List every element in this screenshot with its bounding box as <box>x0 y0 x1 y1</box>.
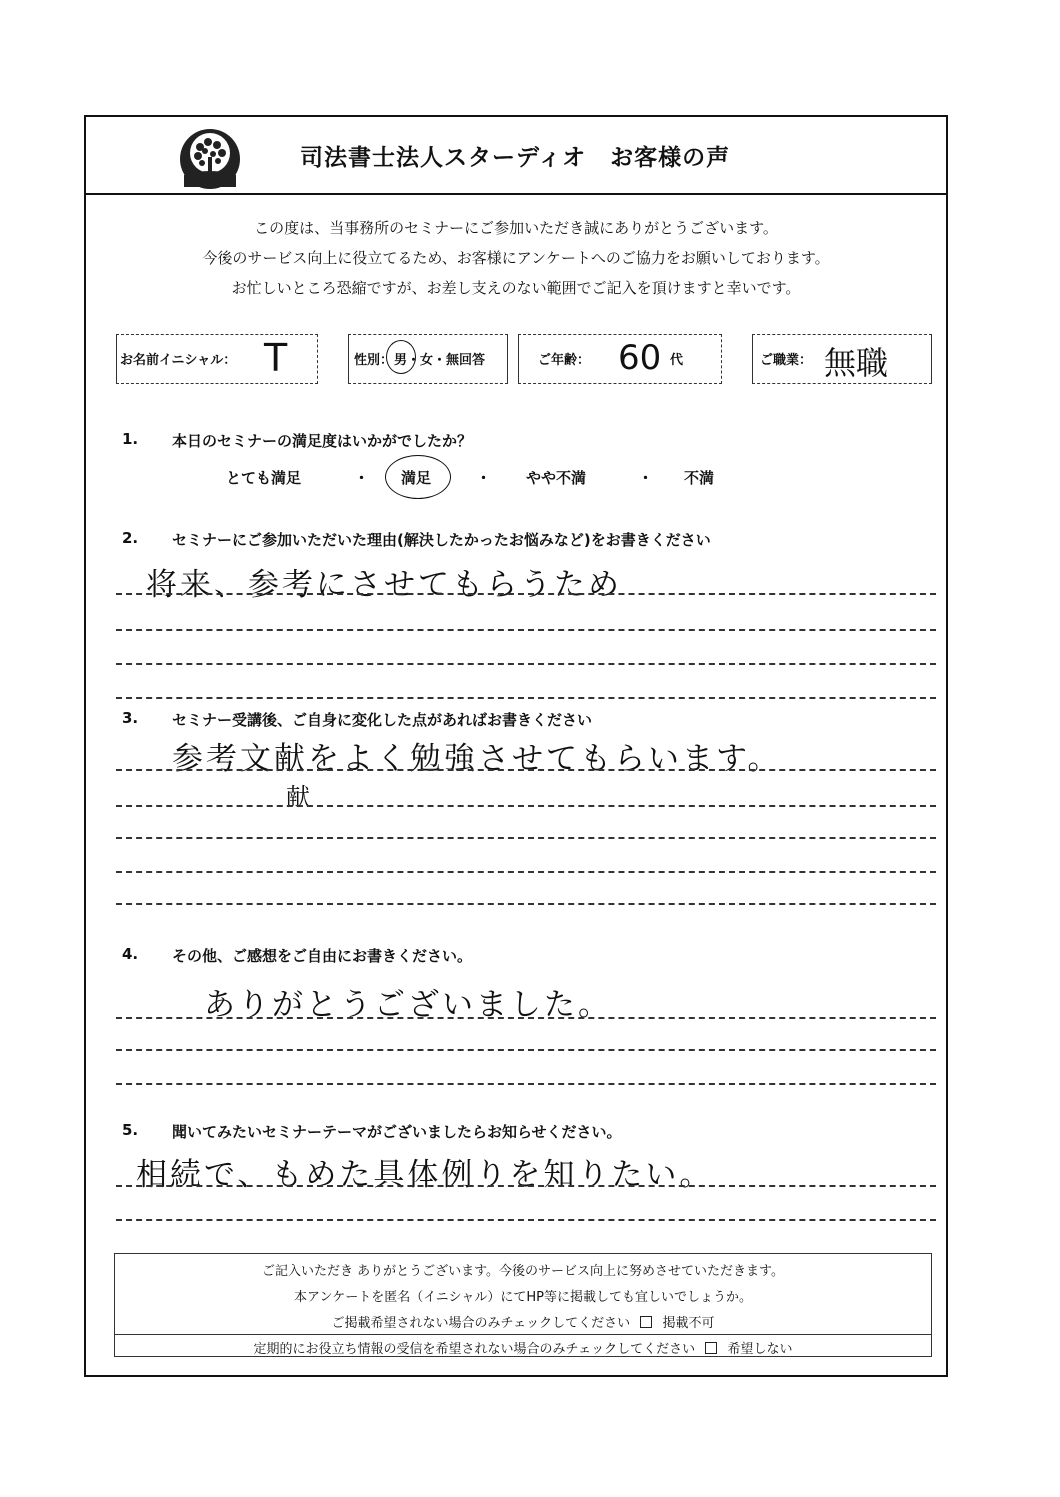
job-field[interactable] <box>752 334 932 384</box>
satisfaction-option-somewhat-dissatisfied[interactable]: やや不満 <box>526 469 587 487</box>
publish-check-text: ご掲載希望されない場合のみチェックしてください <box>331 1316 631 1331</box>
satisfaction-separator: ・ <box>476 469 492 487</box>
age-value: 60 <box>618 338 662 378</box>
answer-2-text: 将来、参考にさせてもらうため <box>146 567 622 603</box>
satisfaction-separator: ・ <box>354 469 370 487</box>
answer-line <box>116 1083 936 1085</box>
age-field[interactable] <box>518 334 722 384</box>
newsletter-check-text: 定期的にお役立ち情報の受信を希望されない場合のみチェックしてください <box>253 1342 696 1357</box>
answer-line <box>116 1185 936 1187</box>
question-5-text: 聞いてみたいセミナーテーマがございましたらお知らせください。 <box>172 1123 622 1141</box>
question-4-text: その他、ご感想をご自由にお書きください。 <box>172 947 473 965</box>
answer-line <box>116 871 936 873</box>
footer-box <box>114 1253 932 1357</box>
question-3-text: セミナー受講後、ご自身に変化した点があればお書きください <box>172 711 593 729</box>
answer-line <box>116 593 936 595</box>
age-label: ご年齢： <box>538 353 591 368</box>
tree-logo-icon <box>178 127 242 191</box>
satisfaction-option-dissatisfied[interactable]: 不満 <box>684 469 715 487</box>
footer-line-3 <box>115 1312 931 1331</box>
gender-options: 男・女・無回答 <box>394 353 486 368</box>
publish-check-option: 掲載不可 <box>662 1316 715 1331</box>
question-2-text: セミナーにご参加いただいた理由(解決したかったお悩みなど)をお書きください <box>172 531 711 549</box>
answer-line <box>116 903 936 905</box>
satisfaction-option-very-satisfied[interactable]: とても満足 <box>226 469 302 487</box>
newsletter-check-option: 希望しない <box>727 1342 793 1357</box>
gender-field[interactable] <box>348 334 508 384</box>
header <box>86 117 946 195</box>
answer-line <box>116 697 936 699</box>
initial-label: お名前イニシャル： <box>120 353 237 368</box>
answer-line <box>116 837 936 839</box>
job-label: ご職業： <box>760 353 813 368</box>
intro-line-2: 今後のサービス向上に役立てるため、お客様にアンケートへのご協力をお願いしております。 <box>202 249 830 267</box>
satisfaction-separator: ・ <box>638 469 654 487</box>
answer-5-text: 相続で、もめた具体例りを知りたい。 <box>136 1157 714 1193</box>
satisfaction-option-satisfied[interactable]: 満足 <box>401 469 432 487</box>
answer-line <box>116 663 936 665</box>
gender-label: 性別： <box>354 353 394 368</box>
newsletter-checkbox[interactable] <box>705 1342 717 1354</box>
survey-sheet <box>84 115 948 1377</box>
answer-line <box>116 1049 936 1051</box>
job-value: 無職 <box>824 344 889 382</box>
initial-field[interactable] <box>116 334 318 384</box>
publish-checkbox[interactable] <box>640 1316 652 1328</box>
age-suffix: 代 <box>670 353 684 368</box>
answer-line <box>116 805 936 807</box>
footer-line-2: 本アンケートを匿名（イニシャル）にてHP等に掲載しても宜しいでしょうか。 <box>293 1290 753 1305</box>
intro-line-3: お忙しいところ恐縮ですが、お差し支えのない範囲でご記入を頂けますと幸いです。 <box>231 279 801 297</box>
footer-line-4 <box>115 1338 931 1357</box>
page-title: 司法書士法人スターディオ お客様の声 <box>300 145 731 171</box>
answer-line <box>116 1017 936 1019</box>
satisfaction-selected-circle <box>385 455 451 499</box>
footer-divider <box>115 1334 931 1335</box>
question-4-number: 4. <box>122 945 139 963</box>
answer-3-correction: 献 <box>286 783 310 811</box>
initial-value: T <box>264 336 288 380</box>
question-2-number: 2. <box>122 529 139 547</box>
question-1-text: 本日のセミナーの満足度はいかがでしたか？ <box>172 432 473 450</box>
answer-line <box>116 769 936 771</box>
question-1-number: 1. <box>122 430 139 448</box>
gender-selected-circle <box>386 340 416 374</box>
intro-line-1: この度は、当事務所のセミナーにご参加いただき誠にありがとうございます。 <box>254 219 778 237</box>
answer-line <box>116 1219 936 1221</box>
answer-4-text: ありがとうございました。 <box>204 987 612 1023</box>
answer-line <box>116 629 936 631</box>
footer-line-1: ご記入いただき ありがとうございます。今後のサービス向上に努めさせていただきます。 <box>261 1264 785 1279</box>
answer-3-text: 参考文献をよく勉強させてもらいます。 <box>172 741 782 777</box>
question-5-number: 5. <box>122 1121 139 1139</box>
question-3-number: 3. <box>122 709 139 727</box>
